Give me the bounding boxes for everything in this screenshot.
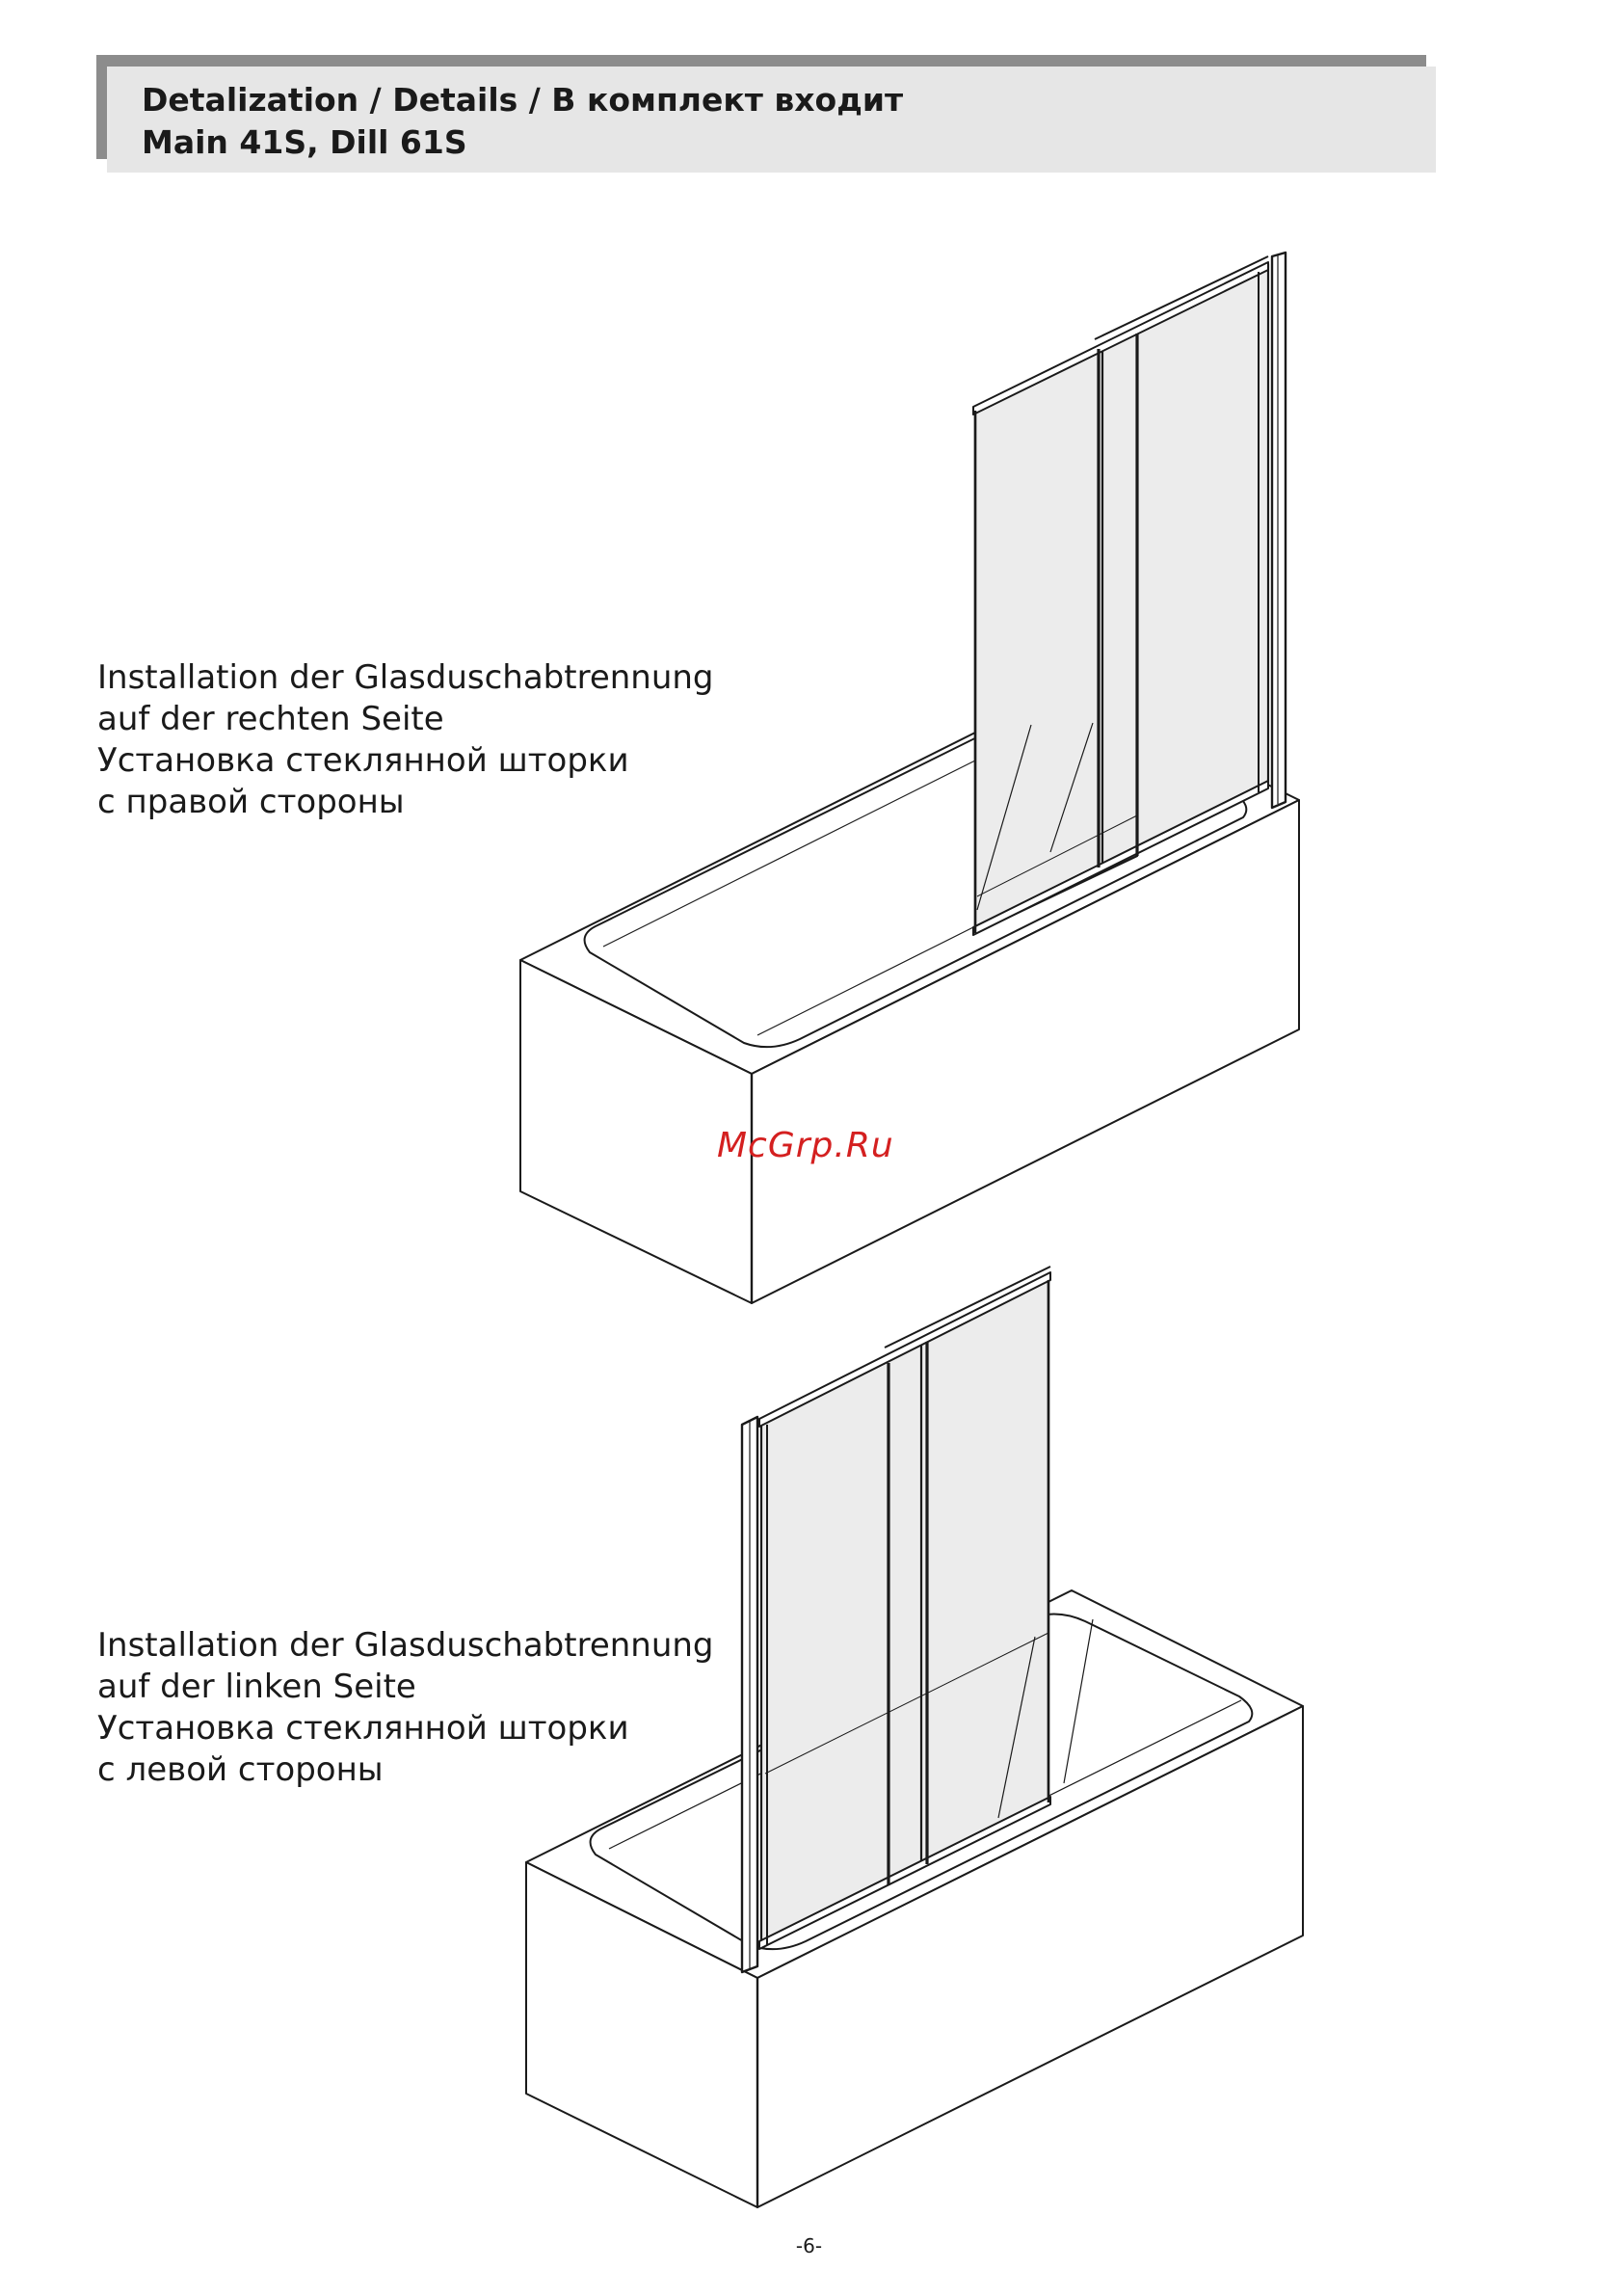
caption-line: Installation der Glasduschabtrennung <box>97 658 714 697</box>
title-line-2: Main 41S, Dill 61S <box>142 123 467 161</box>
caption-line: auf der linken Seite <box>97 1668 416 1706</box>
caption-line: с правой стороны <box>97 783 405 821</box>
caption-line: Установка стеклянной шторки <box>97 1709 629 1748</box>
caption-line: Installation der Glasduschabtrennung <box>97 1626 714 1665</box>
page-number: -6- <box>795 2234 823 2257</box>
caption-line: Установка стеклянной шторки <box>97 741 629 780</box>
caption-line: с левой стороны <box>97 1750 384 1789</box>
title-line-1: Detalization / Details / В комплект входит <box>142 81 904 119</box>
watermark: McGrp.Ru <box>717 1126 894 1165</box>
caption-line: auf der rechten Seite <box>97 700 444 738</box>
